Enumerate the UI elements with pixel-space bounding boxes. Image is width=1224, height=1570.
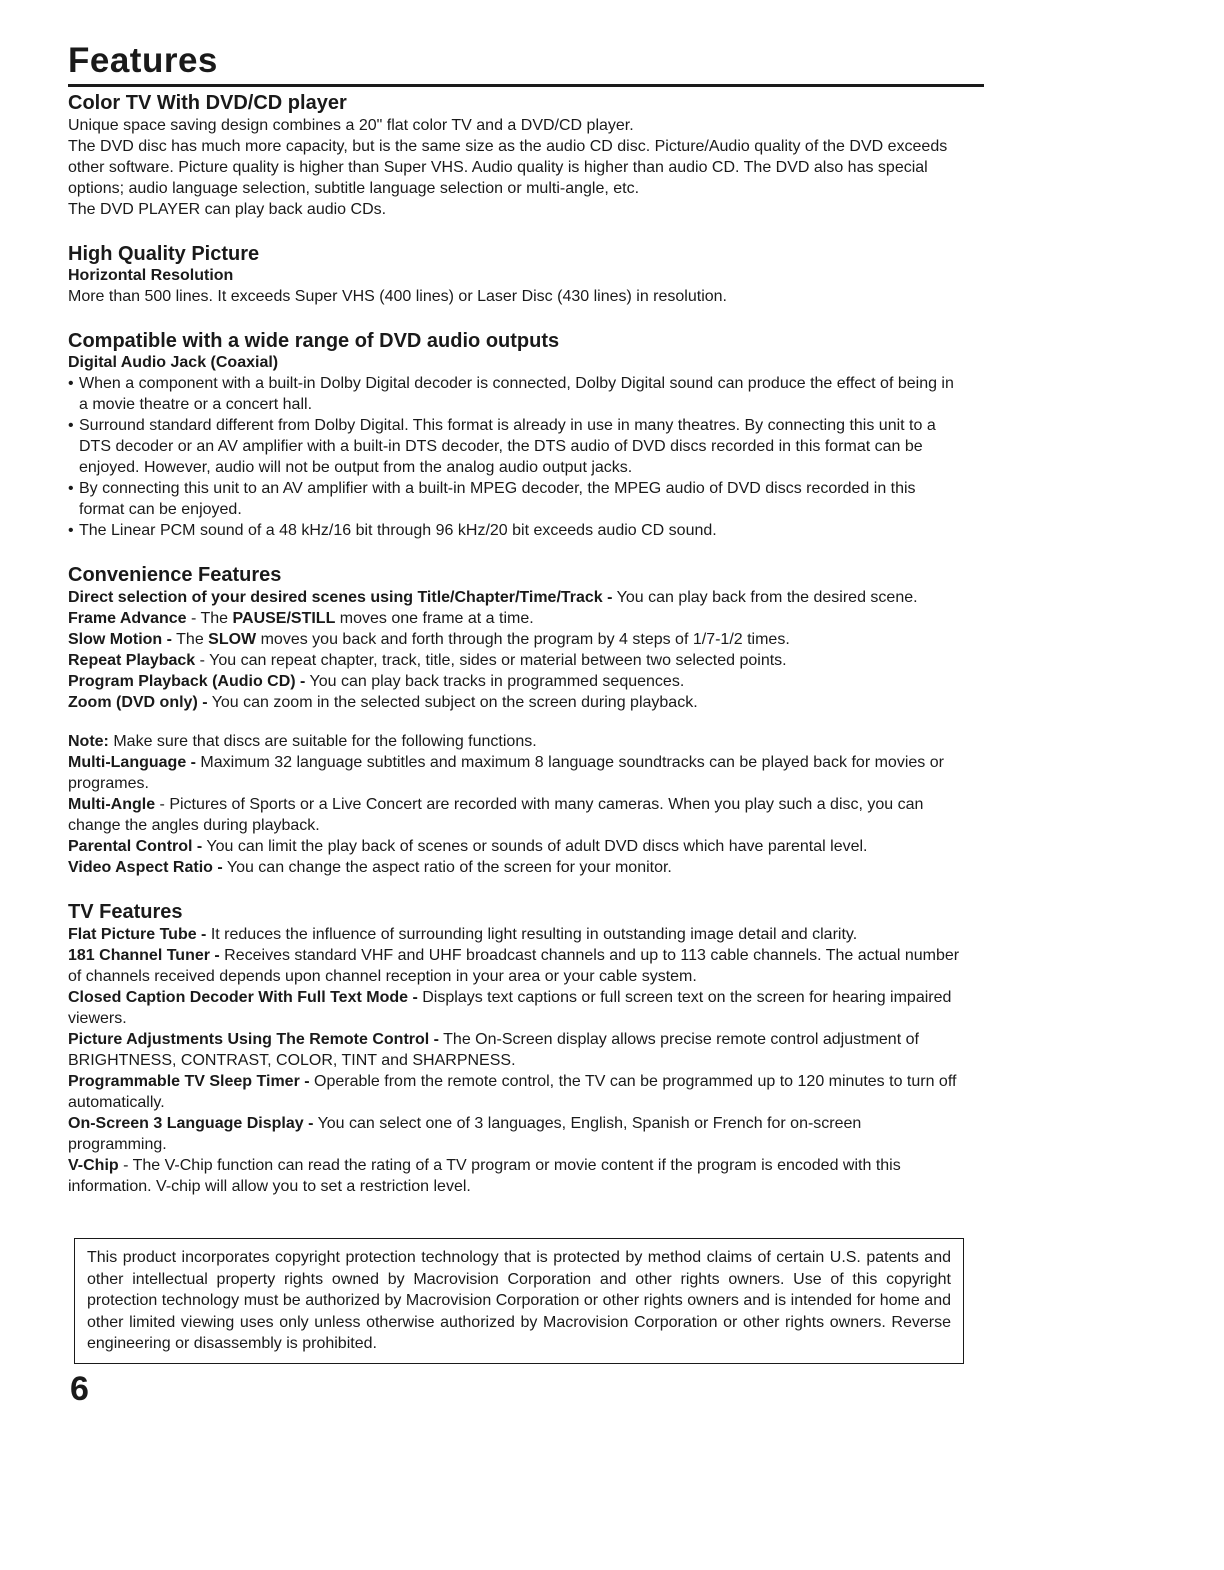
feature-text: - You can repeat chapter, track, title, sides or material between two selected points. — [195, 652, 787, 669]
section-convenience-features — [68, 563, 960, 713]
feature-label: Video Aspect Ratio - — [68, 859, 223, 876]
feature-text: Operable from the remote control, the TV can be programmed up to 120 minutes to turn off automatically. — [68, 1073, 957, 1111]
feature-text: You can limit the play back of scenes or sounds of adult DVD discs which have parental level. — [202, 838, 868, 855]
feature-label: Closed Caption Decoder With Full Text Mode - — [68, 989, 418, 1006]
feature-keyword: SLOW — [208, 631, 257, 648]
feature-label: Picture Adjustments Using The Remote Control - — [68, 1031, 439, 1048]
feature-item — [68, 1071, 960, 1113]
section-disc-functions — [68, 731, 960, 878]
section-heading: High Quality Picture — [68, 243, 260, 265]
section-heading: Compatible with a wide range of DVD audio outputs — [68, 330, 560, 352]
feature-keyword: PAUSE/STILL — [232, 610, 336, 627]
paragraph: The DVD PLAYER can play back audio CDs. — [68, 201, 387, 218]
feature-item — [68, 1155, 960, 1197]
section-tv-features — [68, 900, 960, 1197]
feature-label: Repeat Playback — [68, 652, 196, 669]
feature-item — [68, 987, 960, 1029]
note-text: Make sure that discs are suitable for the following functions. — [108, 733, 537, 750]
bullet-item: • By connecting this unit to an AV amplifier with a built-in MPEG decoder, the MPEG audio of DVD discs recorded in this format can be enjoyed. — [68, 478, 960, 520]
feature-item — [68, 857, 960, 878]
bullet-list — [68, 373, 960, 541]
feature-item — [68, 671, 960, 692]
feature-label: Program Playback (Audio CD) - — [68, 673, 306, 690]
note — [68, 731, 960, 752]
page-number: 6 — [70, 1370, 89, 1408]
copyright-notice-box: This product incorporates copyright protection technology that is protected by method claims of certain U.S. patents and other intellectual property rights owned by Macrovision Corporation and other rights owners. Use of this copyright protection technology must be authorized by Macrovision Corporation or other rights owners and is intended for home and other limited viewing uses only unless otherwise authorized by Macrovision Corporation or other rights owners. Reverse engineering or disassembly is prohibited. — [74, 1238, 964, 1364]
feature-item — [68, 650, 960, 671]
feature-label: Flat Picture Tube - — [68, 926, 207, 943]
feature-item — [68, 1113, 960, 1155]
feature-text: Maximum 32 language subtitles and maximum 8 language soundtracks can be played back for movies or programes. — [68, 754, 944, 792]
section-heading: Color TV With DVD/CD player — [68, 92, 347, 114]
feature-label: Multi-Angle — [68, 796, 156, 813]
feature-text: moves one frame at a time. — [335, 610, 534, 627]
feature-text: You can play back from the desired scene. — [612, 589, 918, 606]
feature-label: 181 Channel Tuner - — [68, 947, 220, 964]
feature-text: - Pictures of Sports or a Live Concert are recorded with many cameras. When you play such a disc, you can change the angles during playback. — [68, 796, 924, 834]
bullet-item: • When a component with a built-in Dolby Digital decoder is connected, Dolby Digital sound can produce the effect of being in a movie theatre or a concert hall. — [68, 373, 960, 415]
features-page — [68, 40, 960, 1197]
feature-label: On-Screen 3 Language Display - — [68, 1115, 314, 1132]
paragraph: The DVD disc has much more capacity, but is the same size as the audio CD disc. Picture/Audio quality of the DVD exceeds other software. Picture quality is higher than Super VHS. Audio quality is higher than audio CD. The DVD also has special options; audio language selection, subtitle language selection or multi-angle, etc. — [68, 138, 948, 197]
page-title: Features — [68, 41, 218, 80]
feature-item — [68, 608, 960, 629]
feature-item — [68, 836, 960, 857]
feature-item — [68, 794, 960, 836]
paragraph: More than 500 lines. It exceeds Super VHS (400 lines) or Laser Disc (430 lines) in resolution. — [68, 288, 727, 305]
subheading: Horizontal Resolution — [68, 267, 234, 284]
bullet-item: • Surround standard different from Dolby Digital. This format is already in use in many theatres. By connecting this unit to a DTS decoder or an AV amplifier with a built-in DTS decoder, the DTS audio of DVD discs recorded in this format can be enjoyed. However, audio will not be output from the analog audio output jacks. — [68, 415, 960, 478]
bullet-item: • The Linear PCM sound of a 48 kHz/16 bit through 96 kHz/20 bit exceeds audio CD sound. — [68, 520, 960, 541]
subheading: Digital Audio Jack (Coaxial) — [68, 354, 279, 371]
note-label: Note: — [68, 733, 109, 750]
title-rule — [68, 84, 984, 87]
feature-label: V-Chip — [68, 1157, 119, 1174]
section-high-quality-picture — [68, 242, 960, 307]
section-audio-outputs — [68, 329, 960, 541]
feature-label: Frame Advance — [68, 610, 187, 627]
feature-item — [68, 587, 960, 608]
feature-label: Zoom (DVD only) - — [68, 694, 208, 711]
feature-item — [68, 692, 960, 713]
feature-label: Programmable TV Sleep Timer - — [68, 1073, 310, 1090]
section-heading: Convenience Features — [68, 564, 282, 586]
feature-label: Parental Control - — [68, 838, 203, 855]
feature-text: moves you back and forth through the program by 4 steps of 1/7-1/2 times. — [256, 631, 790, 648]
feature-item — [68, 752, 960, 794]
feature-label: Multi-Language - — [68, 754, 196, 771]
section-color-tv — [68, 91, 960, 220]
feature-label: Slow Motion - — [68, 631, 172, 648]
feature-text: You can zoom in the selected subject on the screen during playback. — [207, 694, 698, 711]
paragraph: Unique space saving design combines a 20" flat color TV and a DVD/CD player. — [68, 117, 634, 134]
feature-text: The On-Screen display allows precise remote control adjustment of BRIGHTNESS, CONTRAST, COLOR, TINT and SHARPNESS. — [68, 1031, 919, 1069]
feature-text: You can change the aspect ratio of the screen for your monitor. — [222, 859, 672, 876]
feature-item — [68, 629, 960, 650]
feature-item — [68, 924, 960, 945]
feature-text: Receives standard VHF and UHF broadcast channels and up to 113 cable channels. The actual number of channels received depends upon channel reception in your area or your cable system. — [68, 947, 960, 985]
feature-text: - The — [186, 610, 233, 627]
feature-text: - The V-Chip function can read the rating of a TV program or movie content if the program is encoded with this information. V-chip will allow you to set a restriction level. — [68, 1157, 901, 1195]
feature-text: You can select one of 3 languages, English, Spanish or French for on-screen programming. — [68, 1115, 862, 1153]
feature-text: Displays text captions or full screen text on the screen for hearing impaired viewers. — [68, 989, 952, 1027]
feature-item — [68, 945, 960, 987]
feature-label: Direct selection of your desired scenes using Title/Chapter/Time/Track - — [68, 589, 613, 606]
section-heading: TV Features — [68, 901, 183, 923]
feature-text: The — [171, 631, 209, 648]
feature-text: You can play back tracks in programmed sequences. — [305, 673, 685, 690]
feature-text: It reduces the influence of surrounding light resulting in outstanding image detail and clarity. — [206, 926, 858, 943]
feature-item — [68, 1029, 960, 1071]
